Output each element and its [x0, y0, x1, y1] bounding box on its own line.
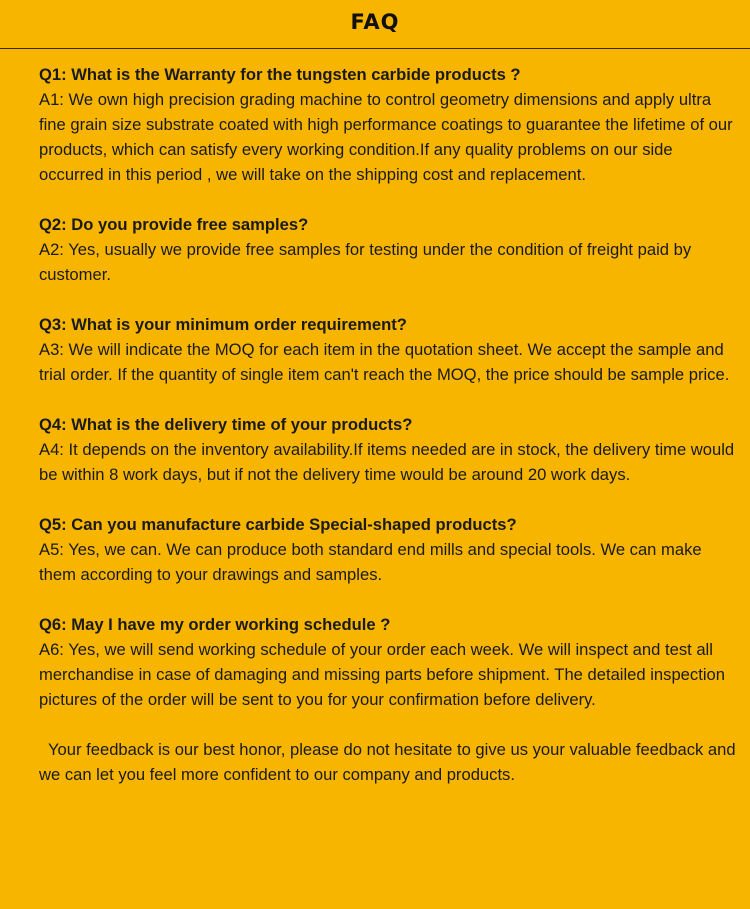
faq-header	[0, 0, 750, 49]
faq-item-5	[39, 512, 739, 587]
faq-item-4	[39, 412, 739, 487]
faq-question: Q2: Do you provide free samples?	[39, 215, 309, 234]
faq-answer: A5: Yes, we can. We can produce both standard end mills and special tools. We can make them according to your drawings and samples.	[39, 540, 702, 584]
faq-answer: A4: It depends on the inventory availability.If items needed are in stock, the delivery time would be within 8 work days, but if not the delivery time would be around 20 work days.	[39, 440, 735, 484]
faq-answer: A1: We own high precision grading machine to control geometry dimensions and apply ultra fine grain size substrate coated with high performance coatings to guarantee the lifetime of our products, which can satisfy every working condition.If any quality problems on our side occurred in this period , we will take on the shipping cost and replacement.	[39, 90, 733, 184]
faq-item-1	[39, 62, 739, 187]
faq-item-3	[39, 312, 739, 387]
faq-question: Q3: What is your minimum order requirement?	[39, 315, 407, 334]
faq-answer: A3: We will indicate the MOQ for each item in the quotation sheet. We accept the sample and trial order. If the quantity of single item can't reach the MOQ, the price should be sample price.	[39, 340, 730, 384]
faq-item-2	[39, 212, 739, 287]
faq-question: Q1: What is the Warranty for the tungsten carbide products ?	[39, 65, 521, 84]
faq-answer: A2: Yes, usually we provide free samples for testing under the condition of freight paid by customer.	[39, 240, 692, 284]
faq-question: Q4: What is the delivery time of your products?	[39, 415, 413, 434]
faq-answer: A6: Yes, we will send working schedule of your order each week. We will inspect and test all merchandise in case of damaging and missing parts before shipment. The detailed inspection pictures of the order will be sent to you for your confirmation before delivery.	[39, 640, 725, 709]
faq-content	[39, 62, 739, 787]
faq-question: Q5: Can you manufacture carbide Special-shaped products?	[39, 515, 517, 534]
faq-item-6	[39, 612, 739, 712]
page-title: FAQ	[350, 10, 400, 34]
faq-question: Q6: May I have my order working schedule ?	[39, 615, 391, 634]
closing-message: Your feedback is our best honor, please do not hesitate to give us your valuable feedback and we can let you feel more confident to our company and products.	[39, 740, 736, 784]
